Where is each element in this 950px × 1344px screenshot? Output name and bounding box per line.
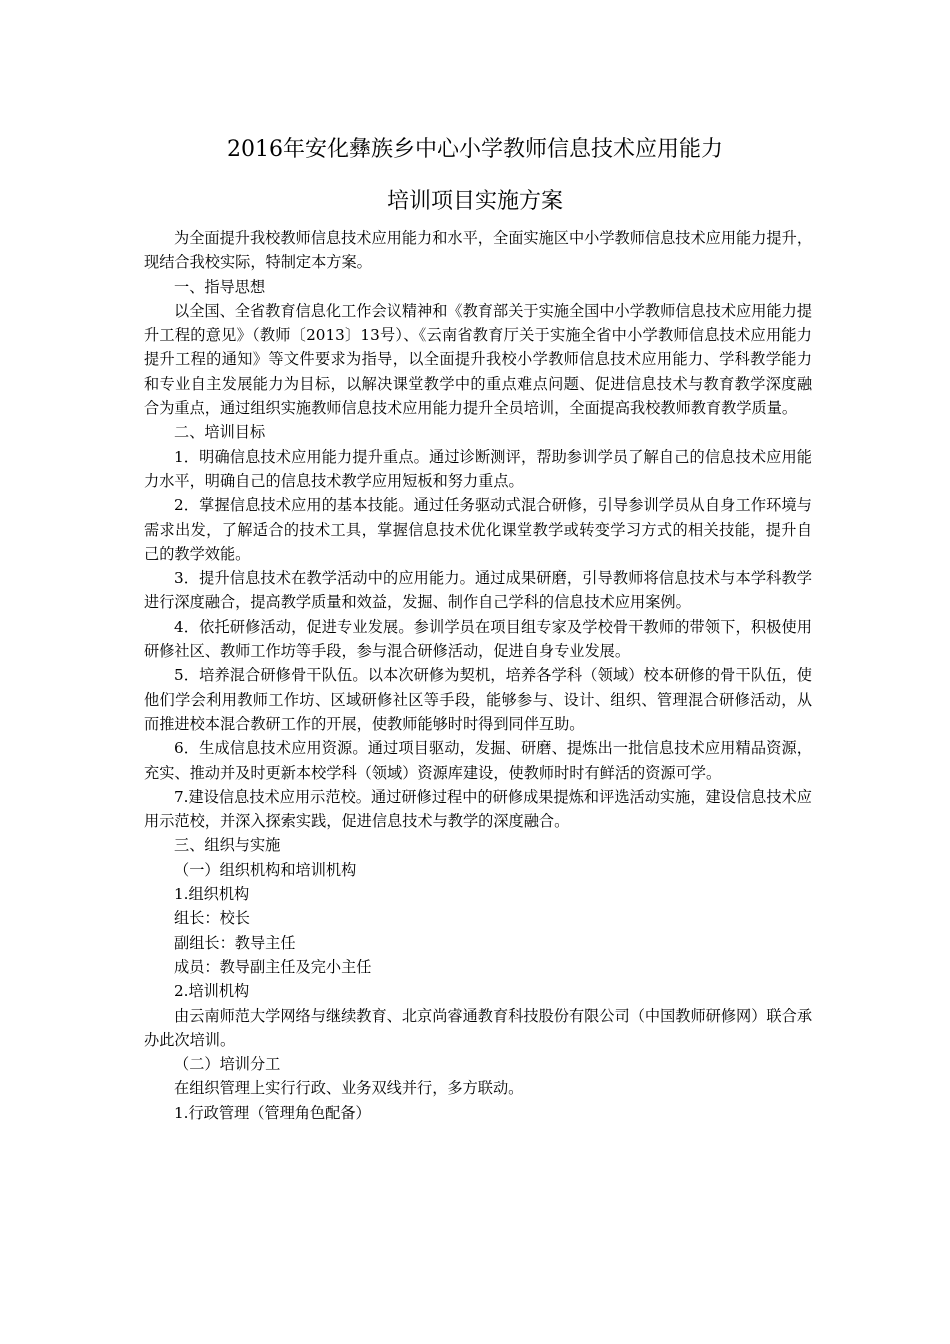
subsection-heading-organization-bodies: （一）组织机构和培训机构 (174, 860, 357, 879)
intro-paragraph: 为全面提升我校教师信息技术应用能力和水平，全面实施区中小学教师信息技术应用能力提升，现结合我校实际，特制定本方案。 (144, 229, 812, 272)
guiding-ideology-paragraph: 以全国、全省教育信息化工作会议精神和《教育部关于实施全国中小学教师信息技术应用能力提升工程的意见》（教师〔2013〕13号）、《云南省教育厅关于实施全省中小学教师信息技术应用能力提升工程的通知》等文件要求为指导，以全面提升我校小学教师信息技术应用能力、学科教学能力和专业自主发展能力为目标，以解决课堂教学中的重点难点问题、促进信息技术与教育教学深度融合为重点，通过组织实施教师信息技术应用能力提升全员培训，全面提高我校教师教育教学质量。 (144, 301, 812, 418)
members-line: 成员：教导副主任及完小主任 (174, 957, 372, 976)
goal-item-5: 5．培养混合研修骨干队伍。以本次研修为契机，培养各学科（领域）校本研修的骨干队伍，使他们学会利用教师工作坊、区域研修社区等手段，能够参与、设计、组织、管理混合研修活动，从而推进校本混合教研工作的开展，使教师能够时时得到同伴互助。 (144, 666, 812, 733)
section-heading-training-goals: 二、培训目标 (174, 423, 266, 442)
administrative-management-heading: 1.行政管理（管理角色配备） (174, 1103, 371, 1122)
training-institution-paragraph: 由云南师范大学网络与继续教育、北京尚睿通教育科技股份有限公司（中国教师研修网）联合承办此次培训。 (144, 1006, 812, 1049)
group-leader-line: 组长：校长 (174, 909, 250, 928)
goal-item-4: 4．依托研修活动，促进专业发展。参训学员在项目组专家及学校骨干教师的带领下，积极使用研修社区、教师工作坊等手段，参与混合研修活动，促进自身专业发展。 (144, 617, 812, 661)
goal-item-6: 6．生成信息技术应用资源。通过项目驱动，发掘、研磨、提炼出一批信息技术应用精品资源，充实、推动并及时更新本校学科（领域）资源库建设，使教师时时有鲜活的资源可学。 (144, 739, 812, 782)
division-of-work-paragraph: 在组织管理上实行行政、业务双线并行，多方联动。 (174, 1079, 524, 1098)
section-heading-guiding-ideology: 一、指导思想 (174, 277, 266, 296)
goal-item-1: 1．明确信息技术应用能力提升重点。通过诊断测评，帮助参训学员了解自己的信息技术应用能力水平，明确自己的信息技术教学应用短板和努力重点。 (144, 447, 812, 490)
document-title-line-2: 培训项目实施方案 (386, 189, 563, 214)
document-title-line-1: 2016年安化彝族乡中心小学教师信息技术应用能力 (227, 137, 723, 162)
goal-item-2: 2．掌握信息技术应用的基本技能。通过任务驱动式混合研修，引导参训学员从自身工作环境与需求出发，了解适合的技术工具，掌握信息技术优化课堂教学或转变学习方式的相关技能，提升自己的教学效能。 (144, 496, 812, 563)
document-body (144, 226, 812, 1125)
training-institution-heading: 2.培训机构 (174, 982, 250, 1001)
subsection-heading-division-of-work: （二）培训分工 (174, 1055, 281, 1074)
organization-structure-heading: 1.组织机构 (174, 885, 250, 904)
goal-item-3: 3．提升信息技术在教学活动中的应用能力。通过成果研磨，引导教师将信息技术与本学科教学进行深度融合，提高教学质量和效益，发掘、制作自己学科的信息技术应用案例。 (144, 569, 812, 612)
goal-item-7: 7.建设信息技术应用示范校。通过研修过程中的研修成果提炼和评选活动实施，建设信息技术应用示范校，并深入探索实践，促进信息技术与教学的深度融合。 (144, 787, 812, 831)
deputy-leader-line: 副组长：教导主任 (174, 933, 296, 952)
section-heading-organization: 三、组织与实施 (174, 836, 281, 855)
